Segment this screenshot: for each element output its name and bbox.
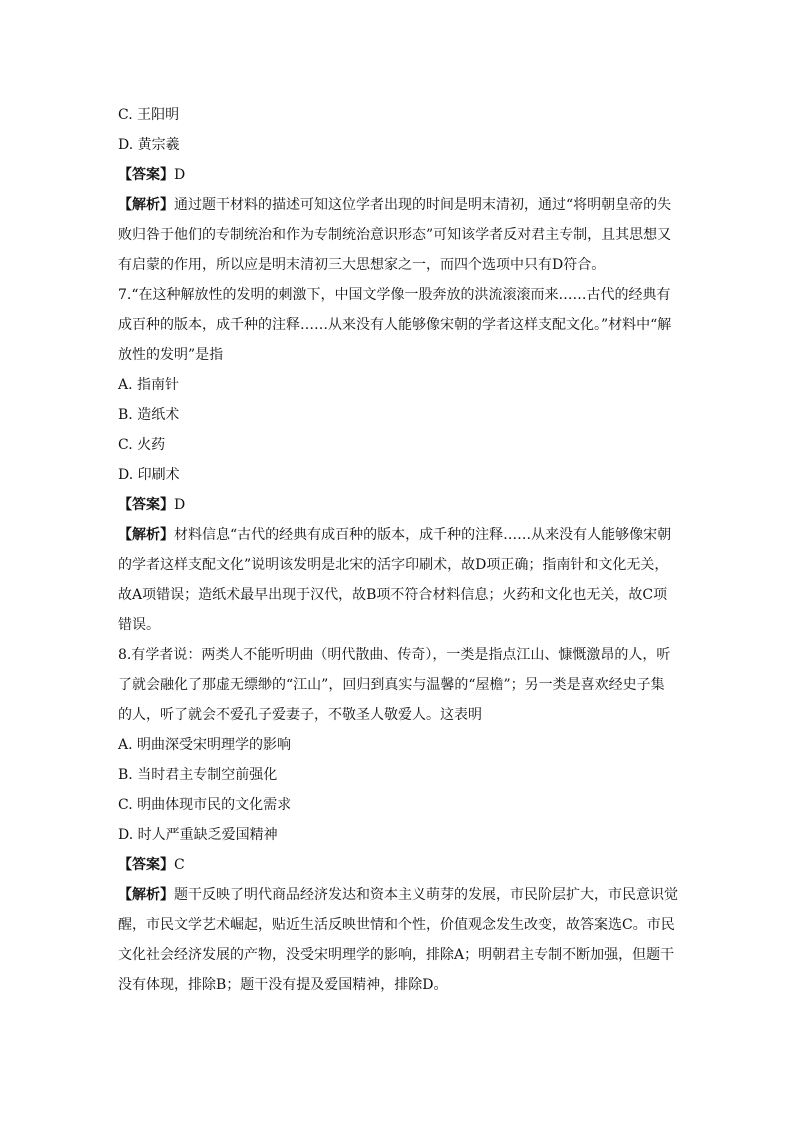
option-c: C. 火药 — [118, 437, 166, 453]
option-c: C. 王阳明 — [118, 107, 180, 123]
answer-tag: 【答案】 — [118, 497, 174, 513]
answer-value: D — [174, 497, 186, 513]
answer-value: C — [174, 857, 185, 873]
analysis-text: 材料信息“古代的经典有成百种的版本，成千种的注释……从来没有人能够像宋朝的学者这样支配文化”说明该发明是北宋的活字印刷术，故D项正确；指南针和文化无关，故A项错误；造纸术最早出现于汉代，故B项不符合材料信息；火药和文化也无关，故C项错误。 — [118, 527, 672, 633]
answer-value: D — [174, 167, 186, 183]
question-stem: 7.“在这种解放性的发明的刺激下，中国文学像一股奔放的洪流滚滚而来……古代的经典有成百种的版本，成千种的注释……从来没有人能够像宋朝的学者这样支配文化。”材料中“解放性的发明”是指 — [118, 287, 672, 363]
answer-line — [118, 490, 678, 520]
analysis-paragraph — [118, 880, 678, 1000]
option-c: C. 明曲体现市民的文化需求 — [118, 797, 292, 813]
question-7 — [118, 280, 678, 640]
option-d: D. 黄宗羲 — [118, 137, 180, 153]
analysis-tag: 【解析】 — [118, 527, 174, 543]
answer-tag: 【答案】 — [118, 167, 174, 183]
option-d: D. 时人严重缺乏爱国精神 — [118, 827, 278, 843]
analysis-tag: 【解析】 — [118, 197, 174, 213]
answer-line — [118, 160, 678, 190]
option-d: D. 印刷术 — [118, 467, 180, 483]
document-page — [118, 100, 678, 1000]
question-6 — [118, 100, 678, 280]
option-a: A. 明曲深受宋明理学的影响 — [118, 737, 292, 753]
option-b: B. 造纸术 — [118, 407, 180, 423]
option-b: B. 当时君主专制空前强化 — [118, 767, 278, 783]
analysis-text: 题干反映了明代商品经济发达和资本主义萌芽的发展，市民阶层扩大，市民意识觉醒，市民文学艺术崛起，贴近生活反映世情和个性，价值观念发生改变，故答案选C。市民文化社会经济发展的产物，没受宋明理学的影响，排除A；明朝君主专制不断加强，但题干没有体现，排除B；题干没有提及爱国精神，排除D。 — [118, 887, 678, 993]
question-stem: 8.有学者说：两类人不能听明曲（明代散曲、传奇），一类是指点江山、慷慨激昂的人，听了就会融化了那虚无缥缈的“江山”，回归到真实与温馨的“屋檐”；另一类是喜欢经史子集的人，听了就会不爱孔子爱妻子，不敬圣人敬爱人。这表明 — [118, 647, 671, 723]
analysis-text: 通过题干材料的描述可知这位学者出现的时间是明末清初，通过“将明朝皇帝的失败归咎于他们的专制统治和作为专制统治意识形态”可知该学者反对君主专制，且其思想又有启蒙的作用，所以应是明末清初三大思想家之一，而四个选项中只有D符合。 — [118, 197, 672, 273]
analysis-paragraph — [118, 520, 678, 640]
analysis-paragraph — [118, 190, 678, 280]
analysis-tag: 【解析】 — [118, 887, 174, 903]
answer-tag: 【答案】 — [118, 857, 174, 873]
question-8 — [118, 640, 678, 1000]
option-a: A. 指南针 — [118, 377, 180, 393]
answer-line — [118, 850, 678, 880]
